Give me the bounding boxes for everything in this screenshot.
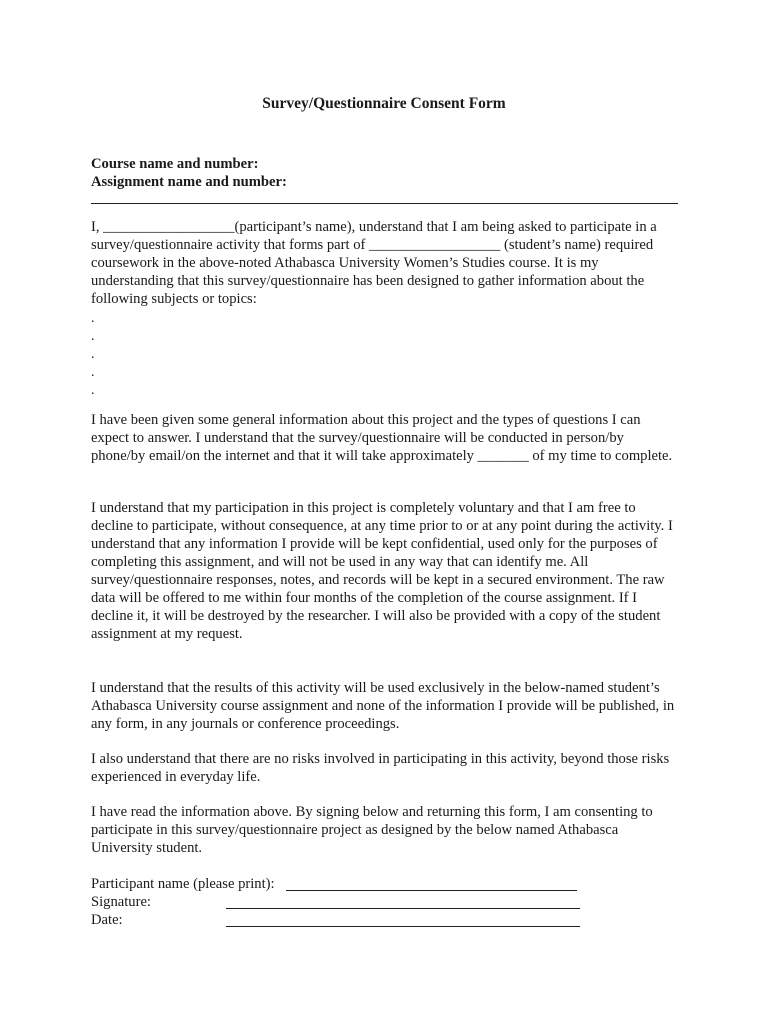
header-divider bbox=[91, 203, 678, 204]
topic-bullet: . bbox=[91, 311, 95, 326]
date-field[interactable] bbox=[226, 926, 580, 927]
assignment-name-label: Assignment name and number: bbox=[91, 174, 287, 190]
voluntary-participation-paragraph: I understand that my participation in this project is completely voluntary and that I am free to decline to participate, without consequence, at any time prior to or at any point during the activity. I understand that any information I provide will be kept confidential, used only for the purposes of completing this assignment, and will not be used in any way that can identify me. All survey/questionnaire responses, notes, and records will be kept in a secured environment. The raw data will be offered to me within four months of the completion of the course assignment. If I decline it, it will be destroyed by the researcher. I will also be provided with a copy of the student assignment at my request. bbox=[91, 500, 673, 642]
participant-name-label: Participant name (please print): bbox=[91, 876, 275, 892]
intro-paragraph: I, __________________(participant’s name), understand that I am being asked to participate in a survey/questionnaire activity that forms part of __________________ (student’s name) required coursework in the above-noted Athabasca University Women’s Studies course. It is my understanding that this survey/questionnaire has been designed to gather information about the following subjects or topics: bbox=[91, 219, 657, 307]
risks-paragraph: I also understand that there are no risks involved in participating in this activity, beyond those risks experienced in everyday life. bbox=[91, 751, 670, 785]
topic-bullet: . bbox=[91, 383, 95, 398]
date-label: Date: bbox=[91, 912, 123, 928]
signature-label: Signature: bbox=[91, 894, 151, 910]
topic-bullet: . bbox=[91, 347, 95, 362]
topic-bullet: . bbox=[91, 365, 95, 380]
course-name-label: Course name and number: bbox=[91, 156, 259, 172]
information-paragraph: I have been given some general information about this project and the types of questions I can expect to answer. I understand that the survey/questionnaire will be conducted in person/by phone/by email/on the internet and that it will take approximately _______ of my time to complete. bbox=[91, 412, 673, 464]
consent-statement-paragraph: I have read the information above. By signing below and returning this form, I am consenting to participate in this survey/questionnaire project as designed by the below named Athabasca University student. bbox=[91, 804, 653, 856]
participant-name-field[interactable] bbox=[286, 890, 577, 891]
topic-bullet: . bbox=[91, 329, 95, 344]
page-title: Survey/Questionnaire Consent Form bbox=[262, 95, 506, 112]
signature-field[interactable] bbox=[226, 908, 580, 909]
results-usage-paragraph: I understand that the results of this activity will be used exclusively in the below-named student’s Athabasca University course assignment and none of the information I provide will be published, in any form, in any journals or conference proceedings. bbox=[91, 680, 675, 732]
